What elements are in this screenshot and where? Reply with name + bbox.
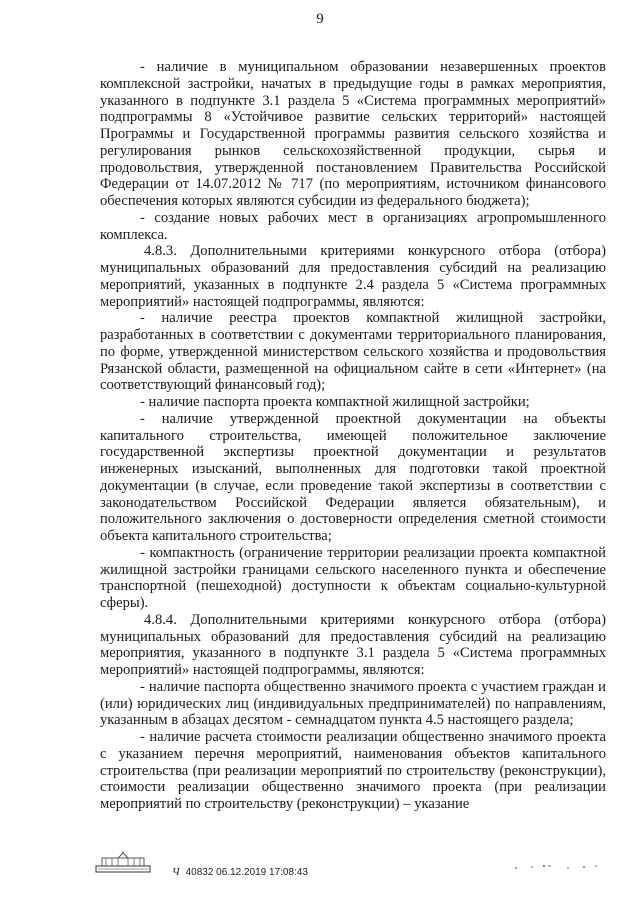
paragraph-new-jobs: - создание новых рабочих мест в организациях агропромышленного комплекса. xyxy=(100,209,606,243)
footer-mark: Ч xyxy=(172,866,180,878)
paragraph-cost-calculation: - наличие расчета стоимости реализации общественно значимого проекта с указанием перечня мероприятий, наименования объектов капитального строительства (при реализации мероприятий по строительству (реконструкции), стоимости реализации общественно значимого проекта (при реализации мероприятий по строительству (реконструкции) – указание xyxy=(100,729,606,812)
paragraph-passport: - наличие паспорта проекта компактной жилищной застройки; xyxy=(140,394,530,410)
paragraph-design-docs: - наличие утвержденной проектной документации на объекты капитального строительства, имеющей положительное заключение государственной экспертизы проектной документации и результатов инженерных изысканий, выполненных для подготовки такой проектной документации (в случае, если проведение такой экспертизы в соответствии с законодательством Российской Федерации является обязательным), и положительного заключения о достоверности определения сметной стоимости объекта капитального строительства; xyxy=(100,410,606,544)
page-number: 9 xyxy=(316,11,324,27)
paragraph-registry: - наличие реестра проектов компактной жилищной застройки, разработанных в соответствии с документами территориального планирования, по форме, утвержденной министерством сельского хозяйства и продовольствия Рязанской области, размещенной на официальном сайте в сети «Интернет» (на соответствующий финансовый год); xyxy=(100,310,606,394)
paragraph-4-8-3: 4.8.3. Дополнительными критериями конкурсного отбора (отбора) муниципальных образований для предоставления субсидий на реализацию мероприятий, указанных в подпункте 2.4 раздела 5 «Система программных мероприятий» настоящей подпрограммы, являются: xyxy=(100,243,606,310)
paragraph-incomplete-projects: - наличие в муниципальном образовании незавершенных проектов комплексной застройки, начатых в предыдущие годы в рамках мероприятия, указанного в подпункте 3.1 раздела 5 «Система программных мероприятий» подпрограммы 8 «Устойчивое развитие сельских территорий» настоящей Программы и Государственной программы развития сельского хозяйства и регулирования рынков сельскохозяйственной продукции, сырья и продовольствия, утвержденной постановлением Правительства Российской Федерации от 14.07.2012 № 717 (по мероприятиям, источником финансового обеспечения которых являются субсидии из федерального бюджета); xyxy=(100,59,606,209)
paragraph-compactness: - компактность (ограничение территории реализации проекта компактной жилищной застройки границами сельского населенного пункта и обеспечение транспортной (пешеходной) доступности к объектам социально-культурной сферы). xyxy=(100,544,606,611)
document-footer xyxy=(172,866,308,878)
paragraph-public-project: - наличие паспорта общественно значимого проекта с участием граждан и (или) юридических лиц (индивидуальных предпринимателей) по направлениям, указанным в абзацах десятом - семнадцатом пункта 4.5 настоящего раздела; xyxy=(100,678,606,729)
footer-stamp-text: 40832 06.12.2019 17:08:43 xyxy=(185,867,308,878)
document-body xyxy=(100,59,606,813)
scan-specks xyxy=(510,862,600,872)
paragraph-4-8-4: 4.8.4. Дополнительными критериями конкурсного отбора (отбора) муниципальных образований для предоставления субсидий на реализацию мероприятия, указанного в подпункте 3.1 раздела 5 «Система программных мероприятий» настоящей подпрограммы, являются: xyxy=(100,611,606,678)
building-seal-icon xyxy=(88,850,158,876)
